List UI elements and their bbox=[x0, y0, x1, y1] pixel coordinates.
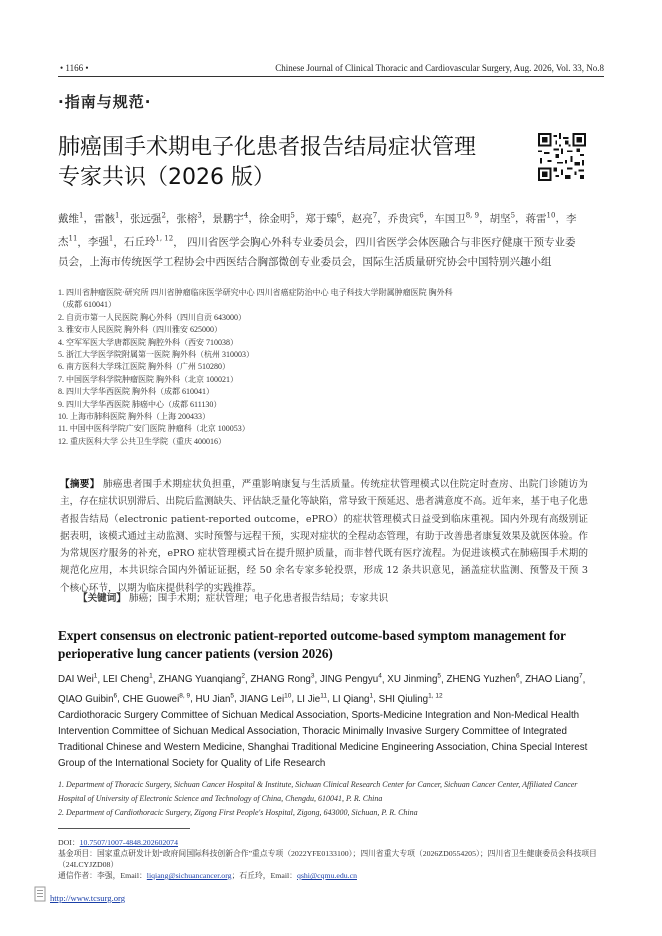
author-name: 郑于臻 bbox=[305, 212, 337, 225]
author bbox=[94, 213, 119, 225]
author-affiliation-number: 11 bbox=[320, 692, 327, 700]
author-name: 戴维 bbox=[58, 212, 79, 225]
author-affiliation-number: 3 bbox=[197, 211, 202, 219]
author-affiliation-number: 6 bbox=[419, 211, 424, 219]
author-affiliation-number: 1 bbox=[114, 211, 120, 219]
author-name: ZHAO Liang bbox=[525, 674, 579, 686]
author-name: 张远强 bbox=[129, 212, 162, 225]
affiliations-cn bbox=[58, 287, 578, 448]
author-affiliation-number: 5 bbox=[437, 673, 442, 680]
keywords-label: 【关键词】 bbox=[78, 593, 126, 604]
author-name: 李强 bbox=[87, 236, 109, 248]
affiliation-line: 9. 四川大学华西医院 肺癌中心（成都 611130） bbox=[58, 399, 222, 409]
author-name: 赵亮 bbox=[351, 212, 373, 225]
affiliation-line: 11. 中国中医科学院广安门医院 肿瘤科（北京 100053） bbox=[58, 424, 250, 434]
author-list-cn bbox=[58, 205, 578, 272]
author-name: 雷骸 bbox=[93, 212, 115, 225]
author bbox=[332, 694, 373, 705]
author-name: 张榕 bbox=[176, 212, 198, 225]
author-name: DAI Wei bbox=[58, 674, 94, 686]
author-organizations-en: Cardiothoracic Surgery Committee of Sichuan Medical Association, Sports-Medicine Integration and Non-Medical Health Intervention Committee of Sichuan Medical Association, Thoracic Minimally Invasive Surgery Committee of Integrated Traditional Chinese and Western Medicine, Shanghai Traditional Medicine Engineering Association, China Special Interest Group of the International Society for Quality of Life Research bbox=[58, 709, 588, 769]
author bbox=[212, 213, 248, 225]
author-name: 蒋雷 bbox=[525, 212, 547, 225]
affiliation-line: （成都 610041） bbox=[58, 300, 116, 310]
author-name: LI Qiang bbox=[332, 693, 370, 705]
author bbox=[259, 213, 295, 225]
journal-logo-icon bbox=[34, 886, 46, 902]
correspondence-note bbox=[58, 870, 598, 881]
author-name: HU Jian bbox=[195, 693, 231, 705]
author bbox=[320, 674, 382, 685]
author-name: JIANG Lei bbox=[239, 693, 285, 705]
affiliation-line: 2. 自贡市第一人民医院 胸心外科（四川自贡 643000） bbox=[58, 312, 246, 322]
correspondence-label: 通信作者：李强，Email： bbox=[58, 871, 147, 880]
author bbox=[124, 236, 173, 248]
author-name: SHI Qiuling bbox=[378, 693, 429, 705]
author-affiliation-number: 1 bbox=[108, 234, 114, 243]
correspondence-mid: ；石丘玲，Email： bbox=[231, 871, 297, 880]
author-affiliation-number: 7 bbox=[372, 211, 378, 219]
author bbox=[176, 213, 201, 225]
author-affiliation-number: 2 bbox=[161, 211, 166, 219]
author-affiliation-number: 5 bbox=[290, 211, 295, 219]
author-affiliation-number: 6 bbox=[336, 211, 342, 219]
doi-line bbox=[58, 837, 598, 848]
author-organizations-cn: 四川省医学会胸心外科专业委员会，四川省医学会体医融合与非医疗健康干预专业委员会，上海市传统医学工程协会中西医结合胸部微创专业委员会，国际生活质量研究协会中国特别兴趣小组 bbox=[58, 236, 576, 268]
affiliation-line: 1. 四川省肿瘤医院·研究所 四川省肿瘤临床医学研究中心 四川省癌症防治中心 电子科技大学附属肿瘤医院 胸外科 bbox=[58, 288, 453, 297]
author-affiliation-number: 10 bbox=[546, 211, 556, 219]
author bbox=[103, 674, 153, 685]
website-url bbox=[50, 893, 125, 903]
author bbox=[434, 213, 479, 225]
affiliation-line: 8. 四川大学华西医院 胸外科（成都 610041） bbox=[58, 387, 214, 397]
author bbox=[123, 694, 190, 705]
author-name: XU Jinming bbox=[387, 674, 438, 686]
author-name: 李杰 bbox=[58, 212, 577, 248]
author-name: 徐金明 bbox=[258, 212, 291, 225]
author bbox=[525, 674, 583, 685]
author-affiliation-number: 1, 12 bbox=[155, 234, 174, 243]
affiliations-en bbox=[58, 778, 598, 820]
affiliation-line: 1. Department of Thoracic Surgery, Sichuan Cancer Hospital & Institute, Sichuan Clinical Research Center for Cancer, Sichuan Cancer Center, Affiliated Cancer Hospital of University of Electronic Science and Technology of China, Chengdu, 610041, P. R. China bbox=[58, 780, 578, 803]
author-name: 车国卫 bbox=[434, 212, 466, 225]
english-title: Expert consensus on electronic patient-reported outcome-based symptom management for perioperative lung cancer patients (version 2026) bbox=[58, 628, 566, 661]
author-affiliation-number: 1 bbox=[149, 673, 153, 680]
footnotes bbox=[58, 837, 598, 881]
author-affiliation-number: 11 bbox=[68, 234, 78, 243]
author-name: 胡坚 bbox=[489, 212, 511, 225]
title-line-2: 专家共识（2026 版） bbox=[58, 165, 275, 190]
email-link-2[interactable]: qshi@cqmu.edu.cn bbox=[296, 871, 357, 880]
author-affiliation-number: 1 bbox=[369, 692, 374, 700]
author-affiliation-number: 6 bbox=[516, 673, 520, 680]
abstract-label: 【摘要】 bbox=[60, 479, 100, 490]
affiliation-line: 2. Department of Cardiothoracic Surgery, Zigong First People's Hospital, Zigong, 643000, Sichuan, P. R. China bbox=[58, 808, 418, 817]
author bbox=[526, 213, 556, 225]
author bbox=[305, 213, 341, 225]
doi-label: DOI： bbox=[58, 838, 80, 847]
author-list-en bbox=[58, 669, 598, 772]
author bbox=[130, 213, 166, 225]
affiliation-line: 4. 空军军医大学唐都医院 胸腔外科（西安 710038） bbox=[58, 337, 238, 347]
author-name: LI Jie bbox=[296, 693, 321, 705]
author-affiliation-number: 3 bbox=[310, 673, 315, 680]
author bbox=[58, 213, 83, 225]
author-affiliation-number: 4 bbox=[243, 211, 249, 219]
author bbox=[490, 213, 515, 225]
author-name: LEI Cheng bbox=[102, 674, 150, 686]
author-affiliation-number: 1 bbox=[79, 211, 84, 219]
author bbox=[250, 674, 314, 685]
abstract bbox=[60, 476, 588, 597]
author-name: 乔贵宾 bbox=[387, 212, 420, 225]
author-name: CHE Guowei bbox=[122, 693, 180, 705]
author-affiliation-number: 1 bbox=[93, 673, 98, 680]
author bbox=[388, 213, 424, 225]
title-line-1: 肺癌围手术期电子化患者报告结局症状管理 bbox=[58, 135, 477, 160]
section-label: ·指南与规范· bbox=[58, 93, 152, 111]
author-affiliation-number: 5 bbox=[510, 211, 516, 219]
page-number: • 1166 • bbox=[60, 63, 89, 73]
author-affiliation-number: 8, 9 bbox=[179, 692, 191, 700]
author bbox=[446, 674, 519, 685]
author-affiliation-number: 2 bbox=[241, 673, 245, 680]
email-link-1[interactable]: liqiang@sichuancancer.org bbox=[146, 871, 232, 880]
author-name: ZHENG Yuzhen bbox=[446, 674, 516, 686]
header-rule bbox=[58, 76, 604, 77]
author-names-en: DAI Wei$^1$, LEI Cheng$^1$, ZHANG Yuanqiang$^2$, ZHANG Rong$^3$, JING Pengyu$^4$, XU Jinming$^5$, ZHENG Yuzhen$^6$, ZHAO Liang$^7$, QIAO Guibin$^6$, CHE Guowei$^{8, 9}$, HU Jian$^5$, JIANG Lei$^{10}$, LI Jie$^{11}$, LI Qiang$^1$, SHI Qiuling$^{1, 12}$ bbox=[58, 673, 586, 705]
author bbox=[297, 694, 327, 705]
doi-link[interactable]: 10.7507/1007-4848.202602074 bbox=[79, 838, 178, 847]
author-affiliation-number: 4 bbox=[378, 673, 382, 680]
affiliation-line: 6. 南方医科大学珠江医院 胸外科（广州 510280） bbox=[58, 362, 230, 372]
author bbox=[58, 694, 117, 705]
author-affiliation-number: 1, 12 bbox=[428, 692, 443, 700]
author-affiliation-number: 5 bbox=[230, 692, 235, 700]
affiliation-line: 3. 雅安市人民医院 胸外科（四川雅安 625000） bbox=[58, 325, 222, 335]
footnote-rule bbox=[58, 828, 190, 829]
author-affiliation-number: 7 bbox=[579, 673, 583, 680]
author-affiliation-number: 10 bbox=[284, 692, 292, 700]
author-name: ZHANG Yuanqiang bbox=[158, 674, 242, 686]
affiliation-line: 10. 上海市肺科医院 胸外科（上海 200433） bbox=[58, 412, 210, 422]
journal-header: Chinese Journal of Clinical Thoracic and Cardiovascular Surgery, Aug. 2026, Vol. 33, No.8 bbox=[275, 63, 604, 73]
keywords-text: 肺癌；围手术期；症状管理；电子化患者报告结局；专家共识 bbox=[129, 593, 389, 604]
author bbox=[88, 236, 113, 248]
author-name: 石丘玲 bbox=[123, 236, 156, 248]
author bbox=[387, 674, 441, 685]
author bbox=[158, 674, 245, 685]
affiliation-line: 12. 重庆医科大学 公共卫生学院（重庆 400016） bbox=[58, 436, 226, 446]
article-title bbox=[58, 133, 528, 193]
qr-code-icon[interactable] bbox=[538, 133, 586, 181]
author-affiliation-number: 6 bbox=[113, 692, 118, 700]
author-name: QIAO Guibin bbox=[58, 693, 114, 705]
abstract-text: 肺癌患者围手术期症状负担重，严重影响康复与生活质量。传统症状管理模式以住院定时查房、出院门诊随访为主，存在症状识别滞后、出院后监测缺失、评估缺乏量化等缺陷，常导致干预延迟、患者满意度不高。近年来，基于电子化患者报告结局（electronic patient-reported outcome，ePRO）的症状管理模式日益受到临床重视。国内外现有高级别证据表明，该模式通过主动监测、实时预警与远程干预，实现对症状的全程动态管理，有助于改善患者康复效果及就医体验。作为常规医疗服务的补充，ePRO 症状管理模式旨在提升照护质量，而非替代既有医疗流程。为促进该模式在肺癌围手术期的规范化应用，本共识综合国内外循证证据，经 50 余名专家多轮投票，形成 12 条共识意见，涵盖症状监测、预警及干预 3 个核心环节，以期为临床提供科学的实践推荐。 bbox=[60, 479, 589, 594]
affiliation-line: 5. 浙江大学医学院附属第一医院 胸外科（杭州 310003） bbox=[58, 350, 254, 360]
keywords bbox=[78, 590, 598, 604]
funding-note: 基金项目：国家重点研发计划“政府间国际科技创新合作”重点专项（2022YFE0133100）；四川省重大专项（2026ZD0554205）；四川省卫生健康委员会科技项目（24LCYJZD08） bbox=[58, 849, 597, 869]
author bbox=[379, 694, 443, 705]
author bbox=[352, 213, 377, 225]
author bbox=[196, 694, 234, 705]
author-names-cn: 戴维$^1$，雷骸$^1$，张远强$^2$，张榕$^3$，景鹏宇$^4$，徐金明$^5$，郑于臻$^6$，赵亮$^7$，乔贵宾$^6$，车国卫$^{8, 9}$，胡坚$^5$，蒋雷$^{10}$，李杰$^{11}$，李强$^1$，石丘玲$^{1, 12}$， bbox=[58, 211, 577, 248]
website-link[interactable]: http://www.tcsurg.org bbox=[50, 893, 126, 903]
author-name: ZHANG Rong bbox=[250, 674, 311, 686]
author-name: 景鹏宇 bbox=[212, 212, 244, 225]
author-affiliation-number: 8, 9 bbox=[465, 211, 480, 219]
author bbox=[239, 694, 291, 705]
affiliation-line: 7. 中国医学科学院肿瘤医院 胸外科（北京 100021） bbox=[58, 374, 238, 384]
author-name: JING Pengyu bbox=[319, 674, 379, 686]
author bbox=[58, 674, 97, 685]
